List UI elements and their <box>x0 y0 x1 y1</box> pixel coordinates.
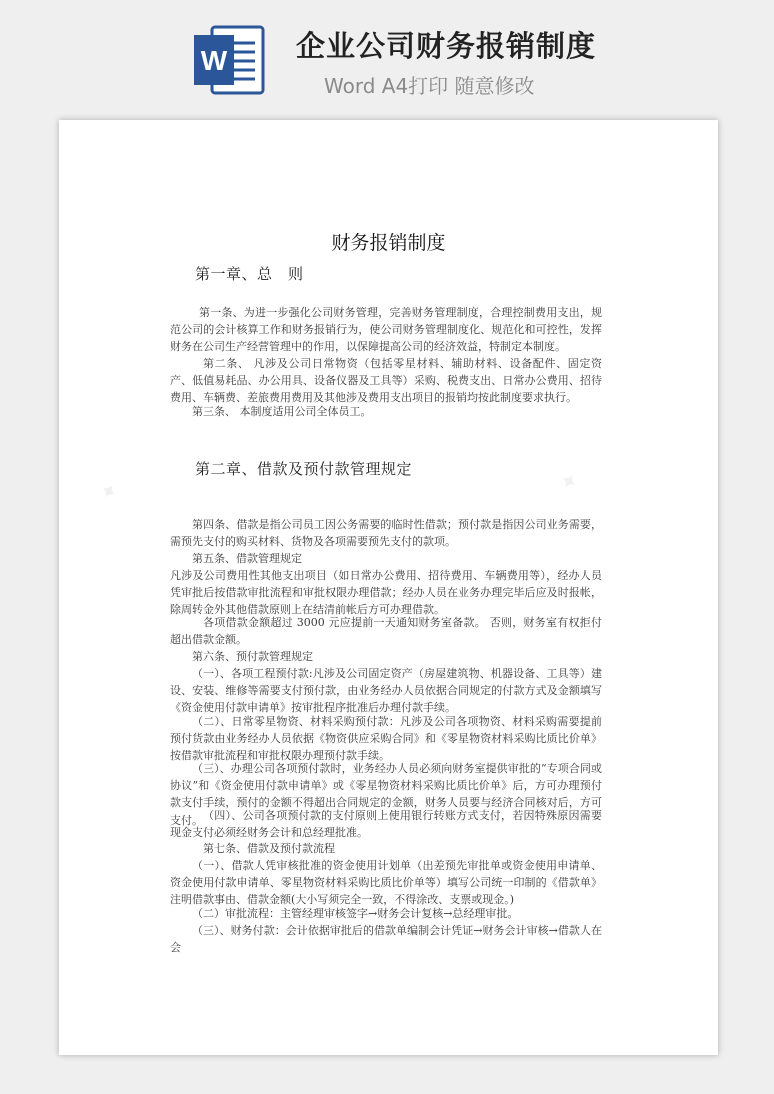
banner-title: 企业公司财务报销制度 <box>296 29 597 63</box>
article-6-heading: 第六条、预付款管理规定 <box>192 650 313 663</box>
article-5-limit: 各项借款金额超过 3000 元应提前一天通知财务室备款。 否则，财务室有权拒付超出借款金额。 <box>170 616 602 647</box>
document-page[interactable] <box>59 120 718 1055</box>
word-icon-letter: W <box>200 45 228 76</box>
article-6-item-4: （四）、公司各项预付款的支付原则上使用银行转账方式支付，若因特殊原因需要现金支付必须经财务会计和总经理批准。 <box>170 809 602 840</box>
article-6-item-3: （三）、办理公司各项预付款时，业务经办人员必须向财务室提供审批的“专项合同或协议”和《资金使用付款申请单》或《零星物资材料采购比质比价单》后，方可办理预付款支付手续，预付的金额不得超出合同规定的金额，财务人员要与经济合同核对后，方可支付。 <box>170 762 602 827</box>
document-title: 财务报销制度 <box>331 232 446 254</box>
watermark: ✦ <box>93 477 123 508</box>
article-7-item-1: （一）、借款人凭审核批准的资金使用计划单（出差预先审批单或资金使用申请单、资金使用付款申请单、零星物资材料采购比质比价单等）填写公司统一印制的《借款单》注明借款事由、借款金额(大小写须完全一致，不得涂改、支票或现金。) <box>170 859 602 907</box>
article-6-item-2: （二）、日常零星物资、材料采购预付款：凡涉及公司各项物资、材料采购需要提前预付货款由业务经办人员依据《物资供应采购合同》和《零星物资材料采购比质比价单》按借款审批流程和审批权限办理预付款手续。 <box>170 715 602 763</box>
article-4: 第四条、借款是指公司员工因公务需要的临时性借款；预付款是指因公司业务需要，需预先支付的购买材料、货物及各项需要预先支付的款项。 <box>170 518 602 549</box>
chapter-heading-1: 第一章、总 则 <box>195 265 304 283</box>
article-7-heading: 第七条、借款及预付款流程 <box>203 842 335 855</box>
header-banner <box>0 0 774 112</box>
article-6-item-1: （一）、各项工程预付款:凡涉及公司固定资产（房屋建筑物、机器设备、工具等）建设、安装、维修等需要支付预付款，由业务经办人员依据合同规定的付款方式及金额填写《资金使用付款申请单》按审批程序批准后办理付款手续。 <box>170 667 602 715</box>
article-2: 第二条、 凡涉及公司日常物资（包括零星材料、辅助材料、设备配件、固定资产、低值易耗品、办公用具、设备仪器及工具等）采购、税费支出、日常办公费用、招待费用、车辆费、差旅费用费用及其他涉及费用支出项目的报销均按此制度要求执行。 <box>170 357 602 405</box>
article-1: 第一条、为进一步强化公司财务管理，完善财务管理制度，合理控制费用支出，规范公司的会计核算工作和财务报销行为，使公司财务管理制度化、规范化和可控性，发挥财务在公司生产经营管理中的作用，以保障提高公司的经济效益，特制定本制度。 <box>170 306 602 354</box>
word-document-icon <box>192 25 265 95</box>
article-5-body: 凡涉及公司费用性其他支出项目（如日常办公费用、招待费用、车辆费用等），经办人员凭审批后按借款审批流程和审批权限办理借款；经办人员在业务办理完毕后应及时报帐，除周转金外其他借款原则上在结清前帐后方可办理借款。 <box>170 569 602 617</box>
article-5-heading: 第五条、借款管理规定 <box>192 552 302 565</box>
article-7-item-2: （二）审批流程：主管经理审核签字→财务会计复核→总经理审批。 <box>192 907 519 920</box>
chapter-heading-2: 第二章、借款及预付款管理规定 <box>195 460 413 478</box>
article-7-item-3: （三）、财务付款：会计依据审批后的借款单编制会计凭证→财务会计审核→借款人在会 <box>170 924 602 955</box>
banner-subtitle: Word A4打印 随意修改 <box>324 74 535 98</box>
article-3: 第三条、 本制度适用公司全体员工。 <box>192 405 372 418</box>
watermark: ✦ <box>553 467 583 498</box>
